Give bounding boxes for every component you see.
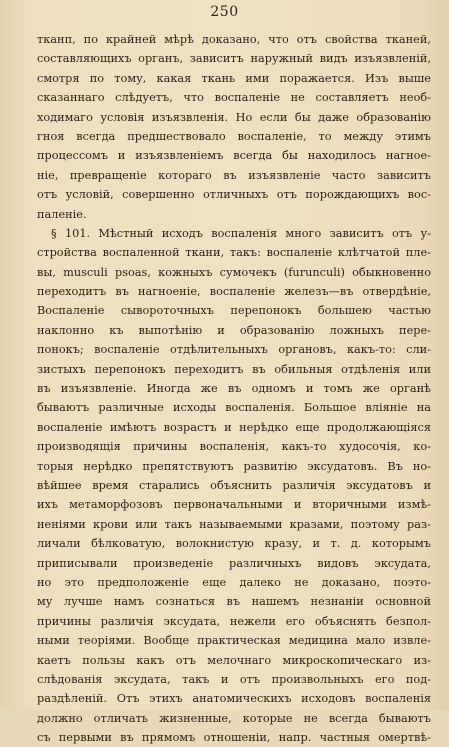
text-line: но это предположеніе еще далеко не доказано, поэто- — [37, 575, 431, 589]
text-line: должно отличать жизненные, которые не всегда бываютъ — [37, 711, 431, 725]
text-line: зистыхъ перепонокъ переходитъ въ обильныя отдѣленія или — [37, 362, 431, 376]
text-line: гноя всегда предшествовало воспаленіе, то между этимъ — [37, 129, 431, 143]
text-line: му лучше намъ сознаться въ нашемъ незнаніи основной — [37, 595, 431, 609]
text-line: ихъ метаморфозовъ первоначальными и вторичными измѣ- — [37, 498, 431, 512]
text-line: каетъ пользы какъ отъ мелочнаго микроскопическаго из- — [37, 653, 431, 667]
text-line: въ изъязвленіе. Иногда же въ одномъ и томъ же органѣ — [37, 382, 431, 396]
text-line: сказаннаго слѣдуетъ, что воспаленіе не составляетъ необ- — [37, 91, 431, 105]
text-line: вы, musculi psoas, кожныхъ сумочекъ (furunculi) обыкновенно — [37, 265, 431, 279]
text-line: неніями крови или такъ называемыми кразами, поэтому раз- — [37, 517, 431, 531]
page-number: 250 — [210, 4, 239, 20]
text-line: паленіе. — [37, 207, 87, 221]
text-line: процессомъ и изъязвленіемъ всегда бы находилось нагное- — [37, 149, 431, 163]
text-line: отъ условій, совершенно отличныхъ отъ порождающихъ вос- — [37, 188, 431, 202]
text-line: ніе, превращеніе котораго въ изъязвленіе часто зависитъ — [37, 168, 431, 182]
text-line: съ первыми въ прямомъ отношеніи, напр. частныя омертвѣ- — [37, 731, 431, 745]
text-line: причины различія эксудата, нежели его объяснять безпол- — [37, 614, 431, 628]
text-line: ходимаго условія изъязвленія. Но если бы даже образованію — [37, 110, 431, 124]
text-line: ными теоріями. Вообще практическая медицина мало извле- — [37, 634, 431, 648]
text-line: стройства воспаленной ткани, такъ: воспаленіе клѣтчатой пле- — [37, 246, 431, 260]
text-line: вѣйшее время старались объяснить различія эксудатовъ и — [37, 478, 431, 492]
text-line: составляющихъ органъ, зависитъ наружный видъ изъязвленій, — [37, 52, 431, 66]
text-line: приписывали произведеніе различныхъ видовъ эксудата, — [37, 556, 431, 570]
text-line: производящія причины воспаленія, какъ-то худосочія, ко- — [37, 440, 431, 454]
text-line: слѣдованія эксудата, такъ и отъ произвольныхъ его под- — [37, 672, 431, 686]
text-line: § 101. Мѣстный исходъ воспаленія много зависитъ отъ у- — [51, 226, 431, 240]
text-line: тканп, по крайней мѣрѣ доказано, что отъ свойства тканей, — [37, 33, 431, 46]
text-line: Воспаленіе сывороточныхъ перепонокъ большею частью — [37, 304, 431, 318]
text-line: наклонно къ выпотѣнію и образованію ложныхъ пере- — [37, 323, 431, 337]
text-line: смотря по тому, какая ткань ими поражается. Изъ выше — [37, 71, 431, 85]
text-line: раздѣленій. Отъ этихъ анатомическихъ исходовъ воспаленія — [37, 692, 431, 706]
text-line: личали бѣлковатую, волокнистую кразу, и т. д. которымъ — [37, 537, 431, 551]
text-line: переходитъ въ нагноеніе, воспаленіе железъ—въ отвердѣніе, — [37, 285, 431, 299]
text-line: понокъ; воспаленіе отдѣлительныхъ органовъ, какъ-то: сли- — [37, 343, 431, 357]
text-line: торыя нерѣдко препятствуютъ развитію эксудатовъ. Въ но- — [37, 459, 431, 473]
body-text — [37, 30, 431, 747]
text-line: воспаленіе имѣютъ возрастъ и нерѣдко еще продолжающіяся — [37, 420, 431, 434]
text-line: бываютъ различные исходы воспаленія. Большое вліяніе на — [37, 401, 431, 415]
